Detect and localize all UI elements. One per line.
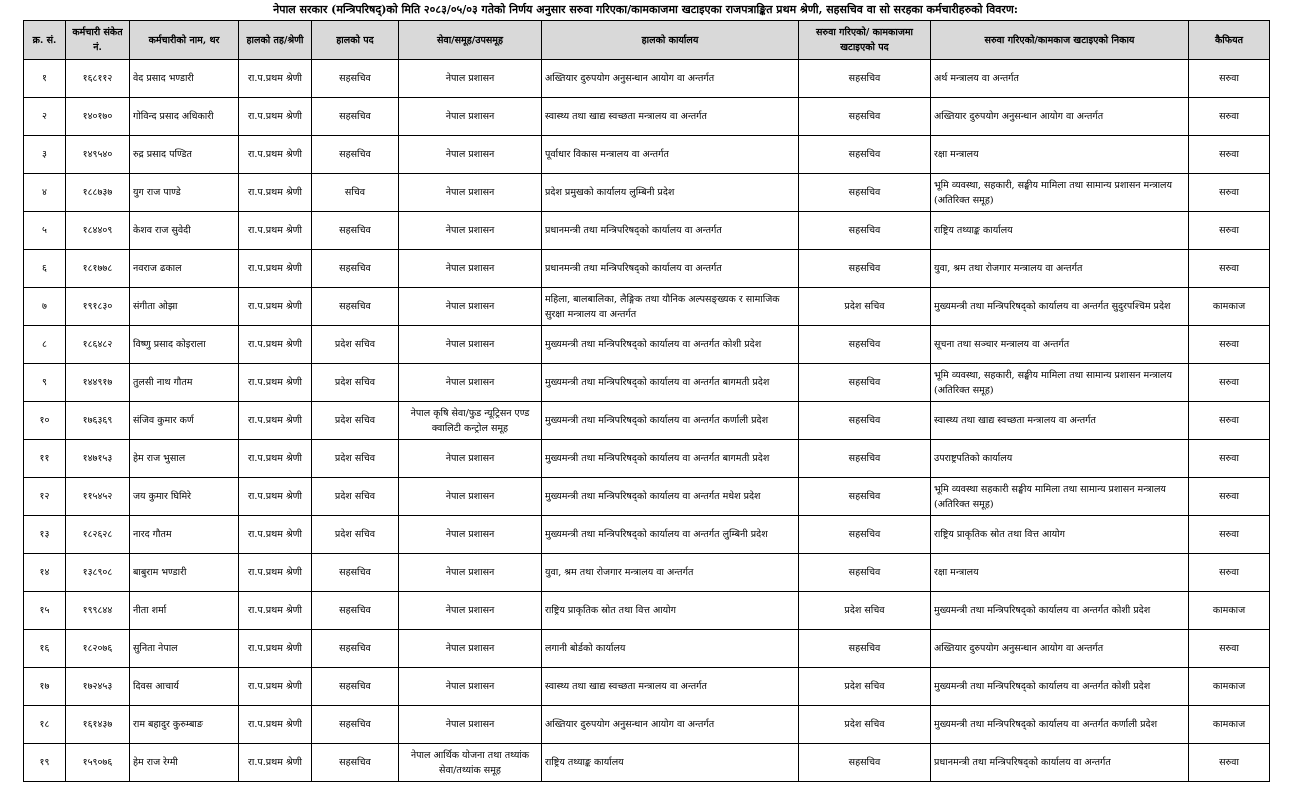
cell-post: सचिव: [312, 174, 399, 212]
col-header-post: हालको पद: [312, 21, 399, 60]
cell-remark: सरुवा: [1189, 440, 1270, 478]
cell-service: नेपाल प्रशासन: [399, 516, 542, 554]
cell-new-office: उपराष्ट्रपतिको कार्यालय: [931, 440, 1189, 478]
cell-service: नेपाल प्रशासन: [399, 98, 542, 136]
cell-new-office: राष्ट्रिय प्राकृतिक स्रोत तथा वित्त आयोग: [931, 516, 1189, 554]
cell-name: केशव राज सुवेदी: [130, 212, 239, 250]
cell-level: रा.प.प्रथम श्रेणी: [239, 60, 312, 98]
cell-service: नेपाल कृषि सेवा/फुड न्यूट्रिसन एण्ड क्वालिटी कन्ट्रोल समूह: [399, 402, 542, 440]
cell-code: १८१७७८: [66, 250, 130, 288]
cell-new-office: मुख्यमन्त्री तथा मन्त्रिपरिषद्को कार्यालय वा अन्तर्गत कर्णाली प्रदेश: [931, 706, 1189, 744]
cell-post: सहसचिव: [312, 744, 399, 782]
cell-name: हेम राज भुसाल: [130, 440, 239, 478]
cell-code: १४०१७०: [66, 98, 130, 136]
cell-name: जय कुमार घिमिरे: [130, 478, 239, 516]
cell-remark: सरुवा: [1189, 212, 1270, 250]
cell-code: १४९५४०: [66, 136, 130, 174]
col-header-serial: क्र. सं.: [24, 21, 66, 60]
table-row: [24, 326, 1270, 364]
col-header-name: कर्मचारीको नाम, थर: [130, 21, 239, 60]
cell-new-post: सहसचिव: [799, 60, 931, 98]
cell-level: रा.प.प्रथम श्रेणी: [239, 174, 312, 212]
cell-new-post: सहसचिव: [799, 402, 931, 440]
col-header-office: हालको कार्यालय: [542, 21, 799, 60]
cell-office: अख्तियार दुरुपयोग अनुसन्धान आयोग वा अन्तर्गत: [542, 706, 799, 744]
cell-remark: सरुवा: [1189, 554, 1270, 592]
cell-level: रा.प.प्रथम श्रेणी: [239, 288, 312, 326]
transfer-table: [23, 20, 1270, 782]
cell-service: नेपाल प्रशासन: [399, 288, 542, 326]
cell-new-office: स्वास्थ्य तथा खाद्य स्वच्छता मन्त्रालय वा अन्तर्गत: [931, 402, 1189, 440]
col-header-new-office: सरुवा गरिएको/कामकाज खटाइएको निकाय: [931, 21, 1189, 60]
cell-post: सहसचिव: [312, 60, 399, 98]
table-row: [24, 478, 1270, 516]
cell-level: रा.प.प्रथम श्रेणी: [239, 478, 312, 516]
cell-name: नारद गौतम: [130, 516, 239, 554]
cell-code: ११५४५२: [66, 478, 130, 516]
cell-code: १५९०७६: [66, 744, 130, 782]
cell-serial: ८: [24, 326, 66, 364]
table-row: [24, 554, 1270, 592]
cell-service: नेपाल आर्थिक योजना तथा तथ्यांक सेवा/तथ्यांक समूह: [399, 744, 542, 782]
cell-serial: १९: [24, 744, 66, 782]
col-header-code: कर्मचारी संकेत नं.: [66, 21, 130, 60]
cell-remark: सरुवा: [1189, 136, 1270, 174]
cell-new-office: मुख्यमन्त्री तथा मन्त्रिपरिषद्को कार्यालय वा अन्तर्गत कोशी प्रदेश: [931, 668, 1189, 706]
cell-service: नेपाल प्रशासन: [399, 554, 542, 592]
cell-new-post: प्रदेश सचिव: [799, 706, 931, 744]
document-title: नेपाल सरकार (मन्त्रिपरिषद्)को मिति २०८३/०५/०३ गतेको निर्णय अनुसार सरुवा गरिएका/कामकाजमा खटाइएका राजपत्राङ्कित प्रथम श्रेणी, सहसचिव वा सो सरहका कर्मचारीहरुको विवरण:: [273, 3, 1018, 16]
cell-office: राष्ट्रिय तथ्याङ्क कार्यालय: [542, 744, 799, 782]
cell-post: सहसचिव: [312, 592, 399, 630]
cell-office: प्रदेश प्रमुखको कार्यालय लुम्बिनी प्रदेश: [542, 174, 799, 212]
table-row: [24, 402, 1270, 440]
cell-remark: सरुवा: [1189, 98, 1270, 136]
cell-level: रा.प.प्रथम श्रेणी: [239, 250, 312, 288]
cell-serial: ४: [24, 174, 66, 212]
cell-office: मुख्यमन्त्री तथा मन्त्रिपरिषद्को कार्यालय वा अन्तर्गत बागमती प्रदेश: [542, 440, 799, 478]
cell-name: तुलसी नाथ गौतम: [130, 364, 239, 402]
cell-new-post: सहसचिव: [799, 212, 931, 250]
cell-remark: सरुवा: [1189, 250, 1270, 288]
cell-new-post: प्रदेश सचिव: [799, 668, 931, 706]
cell-post: सहसचिव: [312, 288, 399, 326]
cell-office: प्रधानमन्त्री तथा मन्त्रिपरिषद्को कार्यालय वा अन्तर्गत: [542, 250, 799, 288]
cell-new-office: युवा, श्रम तथा रोजगार मन्त्रालय वा अन्तर्गत: [931, 250, 1189, 288]
cell-name: संजिव कुमार कर्ण: [130, 402, 239, 440]
cell-remark: सरुवा: [1189, 60, 1270, 98]
cell-new-post: सहसचिव: [799, 98, 931, 136]
cell-post: प्रदेश सचिव: [312, 402, 399, 440]
cell-remark: सरुवा: [1189, 402, 1270, 440]
cell-office: राष्ट्रिय प्राकृतिक स्रोत तथा वित्त आयोग: [542, 592, 799, 630]
cell-new-post: सहसचिव: [799, 326, 931, 364]
cell-new-office: राष्ट्रिय तथ्याङ्क कार्यालय: [931, 212, 1189, 250]
cell-service: नेपाल प्रशासन: [399, 60, 542, 98]
cell-office: पूर्वाधार विकास मन्त्रालय वा अन्तर्गत: [542, 136, 799, 174]
cell-code: १८२६२८: [66, 516, 130, 554]
cell-level: रा.प.प्रथम श्रेणी: [239, 592, 312, 630]
header-row: [24, 21, 1270, 60]
cell-serial: ९: [24, 364, 66, 402]
cell-serial: १५: [24, 592, 66, 630]
cell-code: १७६३६९: [66, 402, 130, 440]
cell-post: प्रदेश सचिव: [312, 326, 399, 364]
cell-code: १३८९०८: [66, 554, 130, 592]
table-row: [24, 98, 1270, 136]
cell-new-post: सहसचिव: [799, 364, 931, 402]
cell-code: १८४४०९: [66, 212, 130, 250]
cell-office: मुख्यमन्त्री तथा मन्त्रिपरिषद्को कार्यालय वा अन्तर्गत कर्णाली प्रदेश: [542, 402, 799, 440]
cell-post: सहसचिव: [312, 98, 399, 136]
table-row: [24, 630, 1270, 668]
cell-name: सुनिता नेपाल: [130, 630, 239, 668]
cell-serial: १: [24, 60, 66, 98]
cell-office: प्रधानमन्त्री तथा मन्त्रिपरिषद्को कार्यालय वा अन्तर्गत: [542, 212, 799, 250]
cell-serial: १२: [24, 478, 66, 516]
cell-serial: ७: [24, 288, 66, 326]
cell-office: महिला, बालबालिका, लैङ्गिक तथा यौनिक अल्पसङ्ख्यक र सामाजिक सुरक्षा मन्त्रालय वा अन्तर्गत: [542, 288, 799, 326]
cell-level: रा.प.प्रथम श्रेणी: [239, 326, 312, 364]
cell-new-post: सहसचिव: [799, 630, 931, 668]
cell-office: युवा, श्रम तथा रोजगार मन्त्रालय वा अन्तर्गत: [542, 554, 799, 592]
cell-serial: १४: [24, 554, 66, 592]
cell-post: प्रदेश सचिव: [312, 478, 399, 516]
cell-name: गोविन्द प्रसाद अधिकारी: [130, 98, 239, 136]
cell-name: हेम राज रेग्मी: [130, 744, 239, 782]
cell-name: बाबुराम भण्डारी: [130, 554, 239, 592]
cell-new-post: सहसचिव: [799, 174, 931, 212]
cell-post: प्रदेश सचिव: [312, 516, 399, 554]
cell-service: नेपाल प्रशासन: [399, 668, 542, 706]
cell-service: नेपाल प्रशासन: [399, 440, 542, 478]
cell-remark: कामकाज: [1189, 592, 1270, 630]
cell-remark: सरुवा: [1189, 174, 1270, 212]
cell-new-office: अर्थ मन्त्रालय वा अन्तर्गत: [931, 60, 1189, 98]
cell-remark: सरुवा: [1189, 478, 1270, 516]
cell-remark: सरुवा: [1189, 516, 1270, 554]
cell-new-post: प्रदेश सचिव: [799, 288, 931, 326]
col-header-level: हालको तह/श्रेणी: [239, 21, 312, 60]
table-row: [24, 136, 1270, 174]
cell-name: नवराज ढकाल: [130, 250, 239, 288]
cell-office: मुख्यमन्त्री तथा मन्त्रिपरिषद्को कार्यालय वा अन्तर्गत बागमती प्रदेश: [542, 364, 799, 402]
cell-service: नेपाल प्रशासन: [399, 364, 542, 402]
cell-serial: ६: [24, 250, 66, 288]
table-row: [24, 364, 1270, 402]
cell-post: प्रदेश सचिव: [312, 440, 399, 478]
cell-service: नेपाल प्रशासन: [399, 212, 542, 250]
table-row: [24, 744, 1270, 782]
cell-serial: २: [24, 98, 66, 136]
cell-post: प्रदेश सचिव: [312, 364, 399, 402]
cell-code: १४७१५३: [66, 440, 130, 478]
cell-new-office: रक्षा मन्त्रालय: [931, 554, 1189, 592]
table-row: [24, 592, 1270, 630]
cell-name: विष्णु प्रसाद कोइराला: [130, 326, 239, 364]
cell-code: १७२४५३: [66, 668, 130, 706]
cell-new-office: मुख्यमन्त्री तथा मन्त्रिपरिषद्को कार्यालय वा अन्तर्गत कोशी प्रदेश: [931, 592, 1189, 630]
cell-post: सहसचिव: [312, 554, 399, 592]
cell-office: मुख्यमन्त्री तथा मन्त्रिपरिषद्को कार्यालय वा अन्तर्गत कोशी प्रदेश: [542, 326, 799, 364]
cell-level: रा.प.प्रथम श्रेणी: [239, 630, 312, 668]
cell-new-office: मुख्यमन्त्री तथा मन्त्रिपरिषद्को कार्यालय वा अन्तर्गत सुदुरपश्चिम प्रदेश: [931, 288, 1189, 326]
cell-service: नेपाल प्रशासन: [399, 136, 542, 174]
cell-name: रुद्र प्रसाद पण्डित: [130, 136, 239, 174]
cell-new-office: सूचना तथा सञ्चार मन्त्रालय वा अन्तर्गत: [931, 326, 1189, 364]
cell-service: नेपाल प्रशासन: [399, 174, 542, 212]
cell-new-office: भूमि व्यवस्था, सहकारी, सङ्घीय मामिला तथा सामान्य प्रशासन मन्त्रालय (अतिरिक्त समूह): [931, 174, 1189, 212]
cell-level: रा.प.प्रथम श्रेणी: [239, 212, 312, 250]
cell-level: रा.प.प्रथम श्रेणी: [239, 744, 312, 782]
cell-level: रा.प.प्रथम श्रेणी: [239, 440, 312, 478]
table-row: [24, 516, 1270, 554]
col-header-new-post: सरुवा गरिएको/ कामकाजमा खटाइएको पद: [799, 21, 931, 60]
cell-serial: ५: [24, 212, 66, 250]
cell-new-office: अख्तियार दुरुपयोग अनुसन्धान आयोग वा अन्तर्गत: [931, 630, 1189, 668]
cell-name: दिवस आचार्य: [130, 668, 239, 706]
table-row: [24, 668, 1270, 706]
cell-service: नेपाल प्रशासन: [399, 592, 542, 630]
cell-post: सहसचिव: [312, 706, 399, 744]
cell-new-office: भूमि व्यवस्था सहकारी सङ्घीय मामिला तथा सामान्य प्रशासन मन्त्रालय (अतिरिक्त समूह): [931, 478, 1189, 516]
cell-code: १८८७३७: [66, 174, 130, 212]
cell-post: सहसचिव: [312, 212, 399, 250]
cell-code: १९१८३०: [66, 288, 130, 326]
cell-new-post: सहसचिव: [799, 744, 931, 782]
cell-new-office: प्रधानमन्त्री तथा मन्त्रिपरिषद्को कार्यालय वा अन्तर्गत: [931, 744, 1189, 782]
cell-service: नेपाल प्रशासन: [399, 706, 542, 744]
cell-post: सहसचिव: [312, 250, 399, 288]
cell-serial: १६: [24, 630, 66, 668]
cell-level: रा.प.प्रथम श्रेणी: [239, 668, 312, 706]
cell-code: १९९८४४: [66, 592, 130, 630]
cell-office: स्वास्थ्य तथा खाद्य स्वच्छता मन्त्रालय वा अन्तर्गत: [542, 98, 799, 136]
cell-serial: ११: [24, 440, 66, 478]
cell-name: युग राज पाण्डे: [130, 174, 239, 212]
cell-level: रा.प.प्रथम श्रेणी: [239, 706, 312, 744]
cell-service: नेपाल प्रशासन: [399, 250, 542, 288]
cell-name: राम बहादुर कुरुम्बाङ: [130, 706, 239, 744]
cell-new-office: भूमि व्यवस्था, सहकारी, सङ्घीय मामिला तथा सामान्य प्रशासन मन्त्रालय (अतिरिक्त समूह): [931, 364, 1189, 402]
cell-remark: सरुवा: [1189, 364, 1270, 402]
cell-new-post: सहसचिव: [799, 478, 931, 516]
table-row: [24, 212, 1270, 250]
cell-serial: ३: [24, 136, 66, 174]
cell-code: १८२०७६: [66, 630, 130, 668]
table-row: [24, 706, 1270, 744]
cell-new-post: सहसचिव: [799, 516, 931, 554]
cell-serial: १०: [24, 402, 66, 440]
cell-new-office: रक्षा मन्त्रालय: [931, 136, 1189, 174]
col-header-service: सेवा/समूह/उपसमूह: [399, 21, 542, 60]
cell-code: १४४९१७: [66, 364, 130, 402]
cell-new-post: सहसचिव: [799, 136, 931, 174]
cell-remark: सरुवा: [1189, 326, 1270, 364]
cell-serial: १८: [24, 706, 66, 744]
table-row: [24, 288, 1270, 326]
cell-name: संगीता ओझा: [130, 288, 239, 326]
cell-new-post: सहसचिव: [799, 554, 931, 592]
cell-new-post: सहसचिव: [799, 250, 931, 288]
cell-level: रा.प.प्रथम श्रेणी: [239, 402, 312, 440]
table-row: [24, 440, 1270, 478]
cell-post: सहसचिव: [312, 668, 399, 706]
cell-service: नेपाल प्रशासन: [399, 630, 542, 668]
col-header-remark: कैफियत: [1189, 21, 1270, 60]
cell-level: रा.प.प्रथम श्रेणी: [239, 364, 312, 402]
cell-level: रा.प.प्रथम श्रेणी: [239, 136, 312, 174]
cell-level: रा.प.प्रथम श्रेणी: [239, 98, 312, 136]
cell-office: अख्तियार दुरुपयोग अनुसन्धान आयोग वा अन्तर्गत: [542, 60, 799, 98]
cell-service: नेपाल प्रशासन: [399, 326, 542, 364]
cell-remark: कामकाज: [1189, 288, 1270, 326]
cell-new-post: सहसचिव: [799, 440, 931, 478]
cell-serial: १३: [24, 516, 66, 554]
cell-code: १६१४३७: [66, 706, 130, 744]
cell-service: नेपाल प्रशासन: [399, 478, 542, 516]
table-row: [24, 250, 1270, 288]
table-row: [24, 60, 1270, 98]
cell-remark: कामकाज: [1189, 706, 1270, 744]
cell-new-post: प्रदेश सचिव: [799, 592, 931, 630]
cell-code: १८६४८२: [66, 326, 130, 364]
table-row: [24, 174, 1270, 212]
cell-office: लगानी बोर्डको कार्यालय: [542, 630, 799, 668]
cell-remark: सरुवा: [1189, 744, 1270, 782]
cell-level: रा.प.प्रथम श्रेणी: [239, 516, 312, 554]
cell-level: रा.प.प्रथम श्रेणी: [239, 554, 312, 592]
cell-serial: १७: [24, 668, 66, 706]
cell-office: मुख्यमन्त्री तथा मन्त्रिपरिषद्को कार्यालय वा अन्तर्गत लुम्बिनी प्रदेश: [542, 516, 799, 554]
cell-post: सहसचिव: [312, 136, 399, 174]
cell-name: नीता शर्मा: [130, 592, 239, 630]
cell-code: १६८११२: [66, 60, 130, 98]
cell-office: स्वास्थ्य तथा खाद्य स्वच्छता मन्त्रालय वा अन्तर्गत: [542, 668, 799, 706]
cell-remark: सरुवा: [1189, 630, 1270, 668]
cell-post: सहसचिव: [312, 630, 399, 668]
cell-office: मुख्यमन्त्री तथा मन्त्रिपरिषद्को कार्यालय वा अन्तर्गत मधेश प्रदेश: [542, 478, 799, 516]
cell-name: वेद प्रसाद भण्डारी: [130, 60, 239, 98]
cell-remark: कामकाज: [1189, 668, 1270, 706]
cell-new-office: अख्तियार दुरुपयोग अनुसन्धान आयोग वा अन्तर्गत: [931, 98, 1189, 136]
